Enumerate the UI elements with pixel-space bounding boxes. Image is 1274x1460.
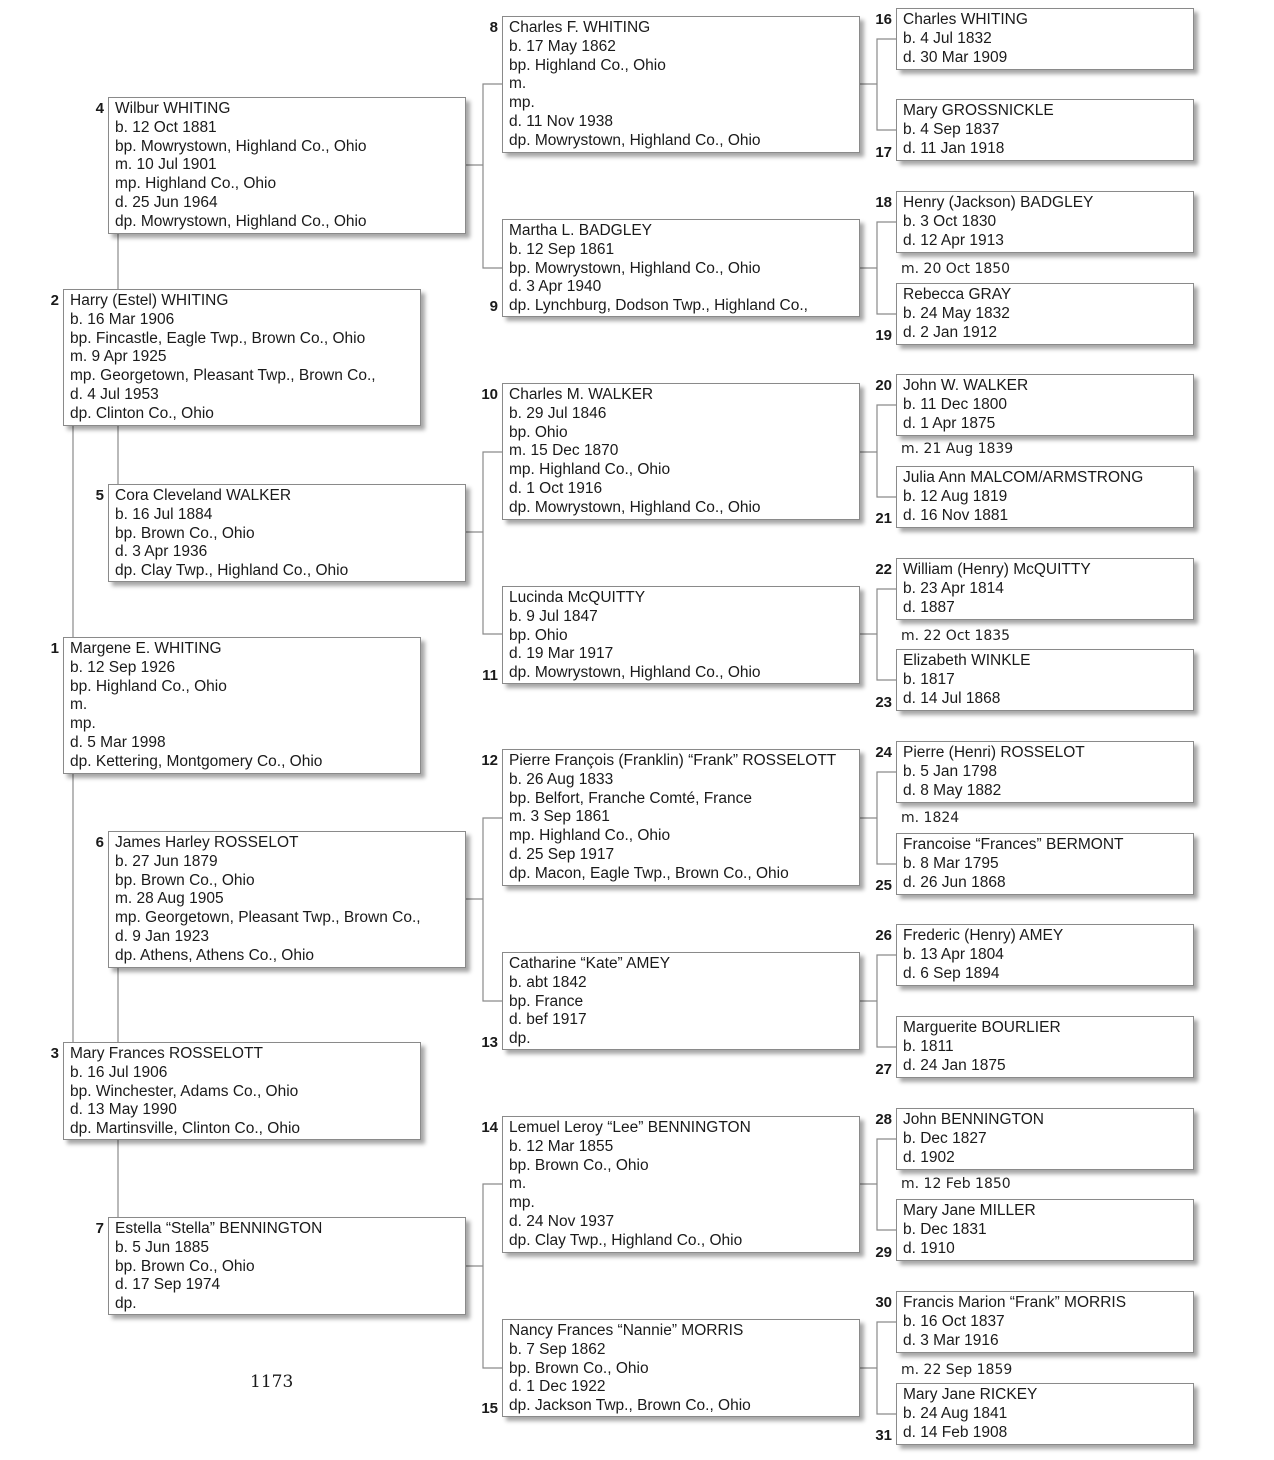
link-6b [483, 818, 502, 1001]
person-name: Nancy Frances “Nannie” MORRIS [509, 1322, 744, 1339]
person-name: Wilbur WHITING [115, 100, 231, 117]
death-place: dp. Clay Twp., Highland Co., Ohio [115, 562, 349, 580]
marriage-label-22-23: m. 22 Oct 1835 [901, 628, 1011, 644]
person-box-25 [896, 833, 1194, 895]
person-number-9: 9 [489, 298, 498, 315]
person-name: Harry (Estel) WHITING [70, 292, 229, 309]
person-box-23 [896, 649, 1194, 711]
person-box-18 [896, 191, 1194, 253]
link-13b [877, 955, 896, 1047]
person-name: Charles M. WALKER [509, 386, 654, 403]
marriage-place: mp. [509, 1194, 535, 1212]
person-name: Julia Ann MALCOM/ARMSTRONG [903, 469, 1144, 486]
person-box-2 [63, 289, 421, 426]
person-name: Charles WHITING [903, 11, 1028, 28]
person-box-22 [896, 558, 1194, 620]
person-box-21 [896, 466, 1194, 528]
person-name: Mary Frances ROSSELOTT [70, 1045, 263, 1062]
birth-date: b. 16 Mar 1906 [70, 310, 175, 328]
death-place: dp. Lynchburg, Dodson Twp., Highland Co., [509, 297, 808, 315]
death-date: d. 1910 [903, 1239, 955, 1257]
death-place: dp. Mowrystown, Highland Co., Ohio [509, 664, 761, 682]
person-box-29 [896, 1199, 1194, 1261]
person-number-29: 29 [875, 1244, 892, 1261]
birth-date: b. 24 May 1832 [903, 304, 1010, 322]
person-name: Estella “Stella” BENNINGTON [115, 1220, 323, 1237]
link-15b [877, 1322, 896, 1414]
death-date: d. 12 Apr 1913 [903, 231, 1004, 249]
page-number: 1173 [250, 1372, 294, 1392]
person-box-20 [896, 374, 1194, 436]
marriage-place: mp. Highland Co., Ohio [509, 827, 671, 845]
birth-date: b. 16 Jul 1906 [70, 1063, 168, 1081]
person-number-23: 23 [875, 694, 892, 711]
birth-date: b. Dec 1831 [903, 1220, 987, 1238]
person-name: Francoise “Frances” BERMONT [903, 836, 1124, 853]
person-number-15: 15 [481, 1400, 498, 1417]
birth-date: b. 27 Jun 1879 [115, 852, 218, 870]
birth-date: b. 16 Jul 1884 [115, 505, 213, 523]
birth-date: b. 12 Sep 1861 [509, 240, 615, 258]
birth-date: b. 17 May 1862 [509, 37, 616, 55]
birth-date: b. 11 Dec 1800 [903, 395, 1007, 413]
death-place: dp. Clay Twp., Highland Co., Ohio [509, 1231, 743, 1249]
link-7b [483, 1184, 502, 1368]
birth-place: bp. Ohio [509, 626, 568, 644]
birth-place: bp. Brown Co., Ohio [115, 524, 255, 542]
marriage-place: mp. Georgetown, Pleasant Twp., Brown Co., [115, 909, 421, 927]
person-number-19: 19 [875, 327, 892, 344]
marriage-date: m. [70, 696, 88, 714]
death-date: d. 3 Apr 1940 [509, 278, 602, 296]
death-place: dp. Macon, Eagle Twp., Brown Co., Ohio [509, 864, 789, 882]
death-date: d. 1 Apr 1875 [903, 414, 996, 432]
birth-date: b. 12 Oct 1881 [115, 118, 217, 136]
marriage-date: m. 15 Dec 1870 [509, 442, 619, 460]
birth-date: b. 4 Jul 1832 [903, 29, 992, 47]
person-name: John W. WALKER [903, 377, 1029, 394]
link-9b [877, 222, 896, 314]
person-name: Elizabeth WINKLE [903, 652, 1031, 669]
birth-place: bp. Highland Co., Ohio [70, 677, 227, 695]
birth-place: bp. Mowrystown, Highland Co., Ohio [509, 259, 761, 277]
link-8b [877, 39, 896, 130]
person-number-31: 31 [875, 1427, 892, 1444]
marriage-date: m. 3 Sep 1861 [509, 808, 610, 826]
person-number-24: 24 [875, 744, 892, 761]
person-number-5: 5 [95, 487, 104, 504]
person-box-27 [896, 1016, 1194, 1078]
birth-date: b. 1811 [903, 1037, 954, 1055]
person-number-13: 13 [481, 1034, 498, 1051]
birth-date: b. 12 Mar 1855 [509, 1137, 614, 1155]
death-place: dp. Mowrystown, Highland Co., Ohio [115, 212, 367, 230]
death-place: dp. [509, 1030, 531, 1048]
death-place: dp. Martinsville, Clinton Co., Ohio [70, 1120, 301, 1138]
marriage-place: mp. [509, 94, 535, 112]
birth-date: b. 8 Mar 1795 [903, 854, 999, 872]
birth-place: bp. Belfort, Franche Comté, France [509, 789, 752, 807]
link-5b [483, 452, 502, 634]
link-12b [877, 772, 896, 864]
death-place: dp. Mowrystown, Highland Co., Ohio [509, 131, 761, 149]
person-name: Pierre (Henri) ROSSELOT [903, 744, 1085, 761]
person-number-21: 21 [875, 510, 892, 527]
death-place: dp. Jackson Twp., Brown Co., Ohio [509, 1397, 751, 1415]
person-name: Francis Marion “Frank” MORRIS [903, 1294, 1127, 1311]
birth-date: b. 12 Sep 1926 [70, 658, 176, 676]
marriage-date: m. 9 Apr 1925 [70, 348, 167, 366]
birth-place: bp. Ohio [509, 423, 568, 441]
person-name: Margene E. WHITING [70, 640, 222, 657]
marriage-label-24-25: m. 1824 [901, 810, 960, 826]
person-box-15 [502, 1319, 860, 1417]
death-date: d. 14 Feb 1908 [903, 1423, 1008, 1441]
birth-date: b. 29 Jul 1846 [509, 404, 607, 422]
link-11b [877, 589, 896, 680]
person-name: William (Henry) McQUITTY [903, 561, 1091, 578]
death-date: d. 16 Nov 1881 [903, 506, 1009, 524]
death-date: d. 3 Mar 1916 [903, 1331, 999, 1349]
person-box-28 [896, 1108, 1194, 1170]
person-number-2: 2 [50, 292, 59, 309]
person-number-28: 28 [875, 1111, 892, 1128]
person-box-9 [502, 219, 860, 317]
person-box-6 [108, 831, 466, 968]
birth-place: bp. Highland Co., Ohio [509, 56, 666, 74]
person-box-5 [108, 484, 466, 582]
death-place: dp. Athens, Athens Co., Ohio [115, 946, 315, 964]
marriage-label-20-21: m. 21 Aug 1839 [901, 441, 1014, 457]
marriage-place: mp. Highland Co., Ohio [115, 175, 277, 193]
death-date: d. 11 Jan 1918 [903, 139, 1005, 157]
person-name: James Harley ROSSELOT [115, 834, 299, 851]
birth-place: bp. Brown Co., Ohio [509, 1156, 649, 1174]
person-name: Mary Jane MILLER [903, 1202, 1036, 1219]
death-date: d. 25 Sep 1917 [509, 845, 615, 863]
death-date: d. 1 Oct 1916 [509, 479, 603, 497]
birth-date: b. 1817 [903, 670, 955, 688]
death-place: dp. Clinton Co., Ohio [70, 404, 214, 422]
marriage-place: mp. [70, 715, 96, 733]
birth-place: bp. France [509, 992, 584, 1010]
person-number-12: 12 [481, 752, 498, 769]
person-name: Henry (Jackson) BADGLEY [903, 194, 1094, 211]
death-date: d. 9 Jan 1923 [115, 927, 209, 945]
person-name: Cora Cleveland WALKER [115, 487, 292, 504]
marriage-place: mp. Georgetown, Pleasant Twp., Brown Co., [70, 367, 376, 385]
person-number-22: 22 [875, 561, 892, 578]
person-box-31 [896, 1383, 1194, 1445]
person-box-8 [502, 16, 860, 153]
person-number-30: 30 [875, 1294, 892, 1311]
marriage-date: m. 10 Jul 1901 [115, 156, 217, 174]
person-box-4 [108, 97, 466, 234]
person-name: Rebecca GRAY [903, 286, 1012, 303]
person-box-26 [896, 924, 1194, 986]
death-date: d. 3 Apr 1936 [115, 543, 208, 561]
death-date: d. 8 May 1882 [903, 781, 1002, 799]
death-date: d. 17 Sep 1974 [115, 1276, 221, 1294]
death-date: d. 1887 [903, 598, 955, 616]
death-date: d. 1902 [903, 1148, 955, 1166]
death-place: dp. Mowrystown, Highland Co., Ohio [509, 498, 761, 516]
birth-place: bp. Fincastle, Eagle Twp., Brown Co., Ohio [70, 329, 366, 347]
person-number-20: 20 [875, 377, 892, 394]
birth-date: b. 24 Aug 1841 [903, 1404, 1008, 1422]
person-number-6: 6 [95, 834, 104, 851]
death-date: d. 11 Nov 1938 [509, 112, 613, 130]
person-name: Catharine “Kate” AMEY [509, 955, 671, 972]
birth-date: b. 4 Sep 1837 [903, 120, 1000, 138]
person-number-27: 27 [875, 1061, 892, 1078]
person-box-10 [502, 383, 860, 520]
person-number-7: 7 [95, 1220, 104, 1237]
marriage-date: m. [509, 1175, 527, 1193]
death-date: d. 26 Jun 1868 [903, 873, 1006, 891]
person-name: Frederic (Henry) AMEY [903, 927, 1064, 944]
person-name: Lemuel Leroy “Lee” BENNINGTON [509, 1119, 751, 1136]
person-name: Martha L. BADGLEY [509, 222, 653, 239]
person-box-3 [63, 1042, 421, 1140]
death-place: dp. Kettering, Montgomery Co., Ohio [70, 752, 323, 770]
person-box-17 [896, 99, 1194, 161]
person-number-4: 4 [95, 100, 104, 117]
birth-date: b. 12 Aug 1819 [903, 487, 1008, 505]
birth-place: bp. Brown Co., Ohio [115, 871, 255, 889]
birth-date: b. 5 Jun 1885 [115, 1238, 209, 1256]
marriage-place: mp. Highland Co., Ohio [509, 461, 671, 479]
person-box-14 [502, 1116, 860, 1253]
person-number-18: 18 [875, 194, 892, 211]
marriage-label-28-29: m. 12 Feb 1850 [901, 1176, 1011, 1192]
person-name: Mary Jane RICKEY [903, 1386, 1038, 1403]
person-number-10: 10 [481, 386, 498, 403]
person-box-13 [502, 952, 860, 1050]
death-date: d. 2 Jan 1912 [903, 323, 997, 341]
person-number-1: 1 [50, 640, 59, 657]
birth-date: b. 7 Sep 1862 [509, 1340, 606, 1358]
person-name: Lucinda McQUITTY [509, 589, 646, 606]
marriage-date: m. 28 Aug 1905 [115, 890, 224, 908]
death-date: d. 1 Dec 1922 [509, 1378, 606, 1396]
link-10b [877, 405, 896, 497]
birth-place: bp. Winchester, Adams Co., Ohio [70, 1082, 299, 1100]
death-date: d. 19 Mar 1917 [509, 645, 614, 663]
birth-place: bp. Brown Co., Ohio [509, 1359, 649, 1377]
link-4b [483, 84, 502, 268]
death-date: d. 4 Jul 1953 [70, 385, 159, 403]
person-name: John BENNINGTON [903, 1111, 1044, 1128]
person-name: Pierre François (Franklin) “Frank” ROSSELOTT [509, 752, 837, 769]
person-name: Marguerite BOURLIER [903, 1019, 1061, 1036]
person-box-19 [896, 283, 1194, 345]
birth-place: bp. Brown Co., Ohio [115, 1257, 255, 1275]
person-number-8: 8 [489, 19, 498, 36]
birth-date: b. 9 Jul 1847 [509, 607, 598, 625]
death-date: d. 6 Sep 1894 [903, 964, 1000, 982]
death-date: d. 25 Jun 1964 [115, 193, 218, 211]
person-box-24 [896, 741, 1194, 803]
person-box-7 [108, 1217, 466, 1315]
person-box-16 [896, 8, 1194, 70]
birth-date: b. 5 Jan 1798 [903, 762, 997, 780]
person-number-16: 16 [875, 11, 892, 28]
person-number-14: 14 [481, 1119, 498, 1136]
death-date: d. 13 May 1990 [70, 1101, 177, 1119]
person-number-26: 26 [875, 927, 892, 944]
birth-date: b. 13 Apr 1804 [903, 945, 1004, 963]
person-box-11 [502, 586, 860, 684]
death-date: d. 5 Mar 1998 [70, 733, 166, 751]
person-box-1 [63, 637, 421, 774]
birth-date: b. Dec 1827 [903, 1129, 987, 1147]
marriage-date: m. [509, 75, 527, 93]
person-number-17: 17 [875, 144, 892, 161]
link-14b [877, 1139, 896, 1230]
death-date: d. 30 Mar 1909 [903, 48, 1008, 66]
death-date: d. 24 Nov 1937 [509, 1212, 615, 1230]
person-number-3: 3 [50, 1045, 59, 1062]
birth-date: b. 16 Oct 1837 [903, 1312, 1005, 1330]
marriage-label-30-31: m. 22 Sep 1859 [901, 1362, 1013, 1378]
birth-date: b. 23 Apr 1814 [903, 579, 1004, 597]
person-box-30 [896, 1291, 1194, 1353]
death-date: d. 24 Jan 1875 [903, 1056, 1006, 1074]
birth-date: b. 26 Aug 1833 [509, 770, 614, 788]
birth-date: b. abt 1842 [509, 973, 587, 991]
death-date: d. 14 Jul 1868 [903, 689, 1001, 707]
person-name: Mary GROSSNICKLE [903, 102, 1054, 119]
birth-place: bp. Mowrystown, Highland Co., Ohio [115, 137, 367, 155]
marriage-label-18-19: m. 20 Oct 1850 [901, 261, 1011, 277]
person-box-12 [502, 749, 860, 886]
birth-date: b. 3 Oct 1830 [903, 212, 997, 230]
death-place: dp. [115, 1295, 137, 1313]
person-number-11: 11 [482, 667, 498, 684]
death-date: d. bef 1917 [509, 1011, 587, 1029]
person-number-25: 25 [875, 877, 892, 894]
person-name: Charles F. WHITING [509, 19, 651, 36]
